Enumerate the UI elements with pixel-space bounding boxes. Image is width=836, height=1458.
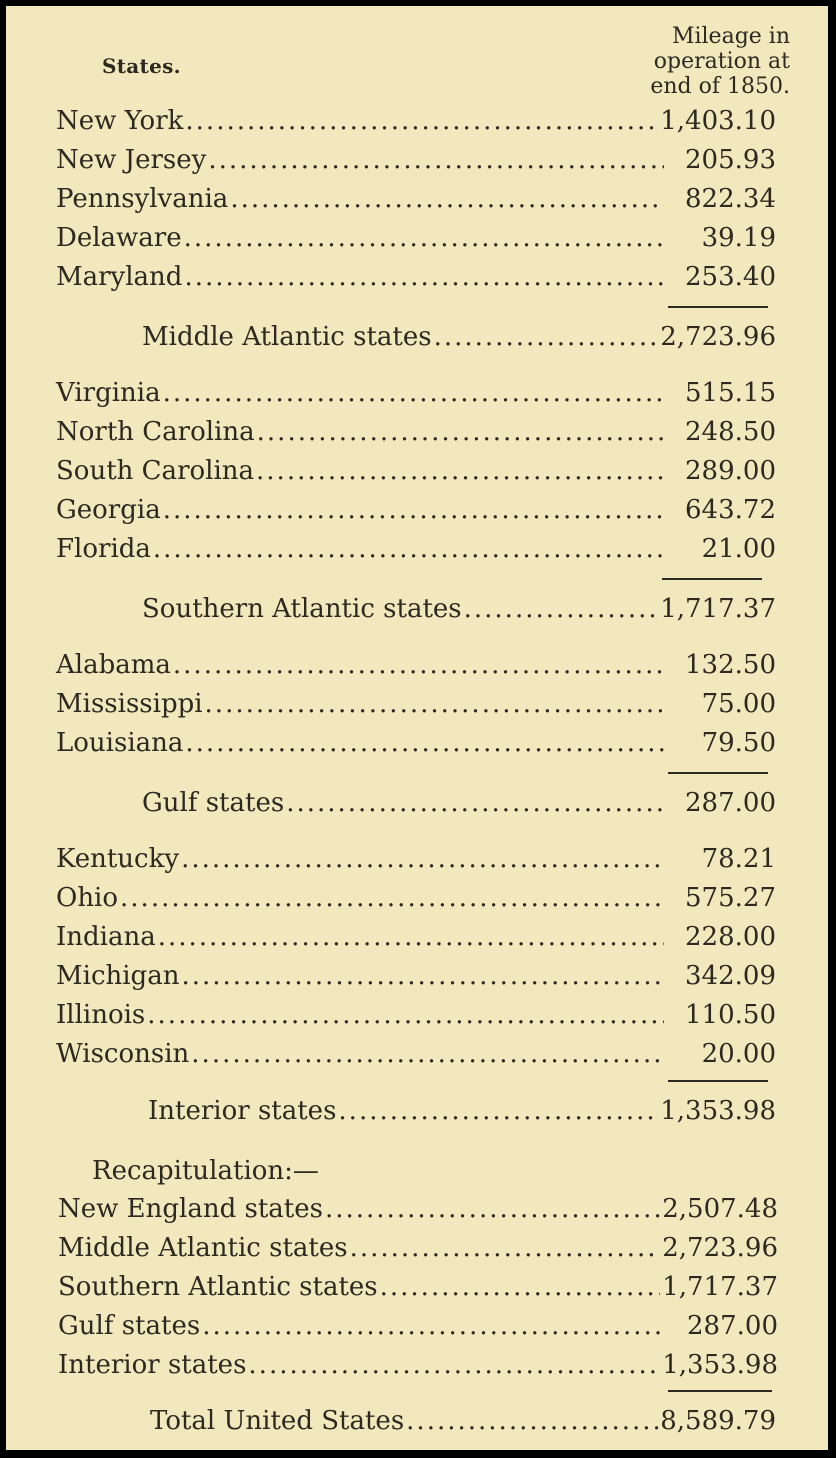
state-name: Florida (56, 534, 151, 564)
leader-dots (230, 184, 664, 214)
mileage-value: 289.00 (685, 456, 776, 486)
table-row (56, 689, 776, 727)
leader-dots (257, 417, 664, 447)
recap-row (58, 1350, 778, 1388)
subtotal-row (142, 788, 776, 826)
table-row (56, 883, 776, 921)
state-name: Pennsylvania (56, 184, 229, 214)
table-row (56, 495, 776, 533)
leader-dots (163, 378, 664, 408)
recap-row (58, 1311, 778, 1349)
mileage-value: 39.19 (701, 223, 776, 253)
state-name: Illinois (56, 1000, 146, 1030)
subtotal-value: 1,717.37 (660, 594, 776, 624)
state-name: Wisconsin (56, 1039, 190, 1069)
mileage-value: 205.93 (685, 145, 776, 175)
mileage-value: 643.72 (685, 495, 776, 525)
recap-row (58, 1233, 778, 1271)
mileage-value: 228.00 (685, 922, 776, 952)
leader-dots (202, 1311, 666, 1341)
mileage-value: 248.50 (685, 417, 776, 447)
table-row (56, 106, 776, 144)
leader-dots (464, 594, 659, 624)
leader-dots (191, 1039, 664, 1069)
mileage-column-header (610, 24, 790, 99)
region-name: Interior states (58, 1350, 247, 1380)
subtotal-value: 287.00 (685, 788, 776, 818)
table-row (56, 417, 776, 455)
state-name: Louisiana (56, 728, 184, 758)
subtotal-rule (668, 772, 768, 774)
total-label: Total United States (150, 1406, 405, 1436)
state-name: Michigan (56, 961, 180, 991)
leader-dots (256, 456, 664, 486)
subtotal-row (148, 1096, 776, 1134)
leader-dots (208, 145, 664, 175)
subtotal-row (142, 594, 776, 632)
region-name: New England states (58, 1194, 323, 1224)
leader-dots (205, 689, 664, 719)
total-row (150, 1406, 776, 1444)
mileage-value: 515.15 (685, 378, 776, 408)
mileage-value: 110.50 (685, 1000, 776, 1030)
mileage-value: 2,507.48 (662, 1194, 778, 1224)
table-row (56, 650, 776, 688)
leader-dots (158, 922, 664, 952)
leader-dots (184, 223, 664, 253)
subtotal-rule (668, 1080, 768, 1082)
recapitulation-heading: Recapitulation:— (92, 1156, 319, 1186)
region-name: Gulf states (58, 1311, 201, 1341)
states-column-header: States. (102, 54, 181, 78)
table-row (56, 844, 776, 882)
mileage-value: 253.40 (685, 262, 776, 292)
mileage-header-line: Mileage in (671, 24, 790, 49)
state-name: Georgia (56, 495, 161, 525)
leader-dots (338, 1096, 658, 1126)
region-name: Southern Atlantic states (142, 594, 462, 624)
state-name: Virginia (56, 378, 161, 408)
table-row (56, 378, 776, 416)
mileage-value: 287.00 (687, 1311, 778, 1341)
total-rule (668, 1390, 772, 1392)
region-name: Middle Atlantic states (58, 1233, 348, 1263)
document-page (6, 6, 828, 1450)
leader-dots (184, 262, 664, 292)
region-name: Southern Atlantic states (58, 1272, 378, 1302)
leader-dots (173, 650, 664, 680)
region-name: Middle Atlantic states (142, 322, 432, 352)
leader-dots (185, 106, 658, 136)
mileage-value: 2,723.96 (662, 1233, 778, 1263)
subtotal-row (142, 322, 776, 360)
table-row (56, 534, 776, 572)
leader-dots (380, 1272, 661, 1302)
leader-dots (406, 1406, 658, 1436)
mileage-value: 21.00 (701, 534, 776, 564)
region-name: Interior states (148, 1096, 337, 1126)
mileage-value: 75.00 (701, 689, 776, 719)
state-name: Maryland (56, 262, 183, 292)
table-row (56, 456, 776, 494)
state-name: North Carolina (56, 417, 255, 447)
state-name: Alabama (56, 650, 171, 680)
mileage-value: 822.34 (685, 184, 776, 214)
state-name: New York (56, 106, 184, 136)
mileage-value: 1,717.37 (662, 1272, 778, 1302)
mileage-header-line: operation at (653, 49, 790, 74)
state-name: South Carolina (56, 456, 255, 486)
leader-dots (147, 1000, 664, 1030)
state-name: Indiana (56, 922, 156, 952)
state-name: Delaware (56, 223, 182, 253)
leader-dots (248, 1350, 660, 1380)
mileage-value: 78.21 (701, 844, 776, 874)
state-name: Mississippi (56, 689, 203, 719)
mileage-value: 1,353.98 (662, 1350, 778, 1380)
table-row (56, 1000, 776, 1038)
mileage-value: 1,403.10 (660, 106, 776, 136)
leader-dots (325, 1194, 660, 1224)
table-row (56, 145, 776, 183)
table-row (56, 961, 776, 999)
subtotal-value: 2,723.96 (660, 322, 776, 352)
mileage-value: 20.00 (701, 1039, 776, 1069)
table-row (56, 1039, 776, 1077)
total-value: 8,589.79 (660, 1406, 776, 1436)
subtotal-rule (662, 578, 762, 580)
state-name: Ohio (56, 883, 119, 913)
leader-dots (286, 788, 664, 818)
leader-dots (120, 883, 664, 913)
subtotal-rule (668, 306, 768, 308)
subtotal-value: 1,353.98 (660, 1096, 776, 1126)
state-name: New Jersey (56, 145, 207, 175)
mileage-value: 79.50 (701, 728, 776, 758)
region-name: Gulf states (142, 788, 285, 818)
recap-row (58, 1194, 778, 1232)
table-row (56, 223, 776, 261)
table-row (56, 728, 776, 766)
leader-dots (434, 322, 659, 352)
mileage-value: 132.50 (685, 650, 776, 680)
leader-dots (350, 1233, 661, 1263)
leader-dots (153, 534, 664, 564)
leader-dots (181, 961, 664, 991)
table-row (56, 184, 776, 222)
table-row (56, 262, 776, 300)
mileage-value: 575.27 (685, 883, 776, 913)
mileage-header-line: end of 1850. (650, 74, 790, 99)
leader-dots (181, 844, 664, 874)
leader-dots (185, 728, 664, 758)
recap-row (58, 1272, 778, 1310)
leader-dots (163, 495, 664, 525)
table-row (56, 922, 776, 960)
mileage-value: 342.09 (685, 961, 776, 991)
state-name: Kentucky (56, 844, 180, 874)
